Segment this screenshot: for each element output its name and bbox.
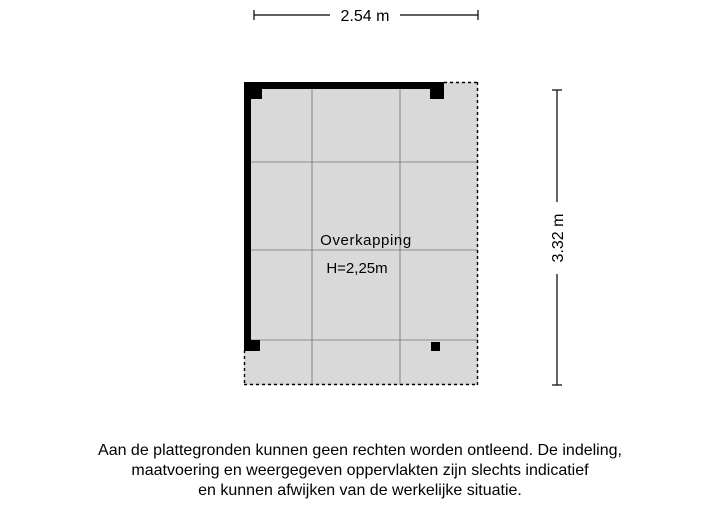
column-top-left	[244, 82, 262, 99]
height-dimension-label: 3.32 m	[550, 213, 567, 263]
room-name: Overkapping	[320, 232, 412, 249]
height-dimension	[550, 90, 567, 385]
column-top-right	[430, 82, 444, 99]
wall-left	[244, 82, 251, 350]
disclaimer-line-2: maatvoering en weergegeven oppervlakten zijn slechts indicatief	[131, 462, 589, 479]
width-dimension	[254, 8, 478, 25]
disclaimer-line-3: en kunnen afwijken van de werkelijke situatie.	[198, 482, 522, 499]
column-bottom-left	[244, 340, 260, 351]
disclaimer	[0, 441, 720, 501]
width-dimension-label: 2.54 m	[340, 8, 390, 25]
wall-top	[244, 82, 444, 89]
room-height-note: H=2,25m	[326, 260, 388, 277]
column-bottom-right	[431, 342, 440, 351]
disclaimer-line-1: Aan de plattegronden kunnen geen rechten worden ontleend. De indeling,	[98, 442, 622, 459]
